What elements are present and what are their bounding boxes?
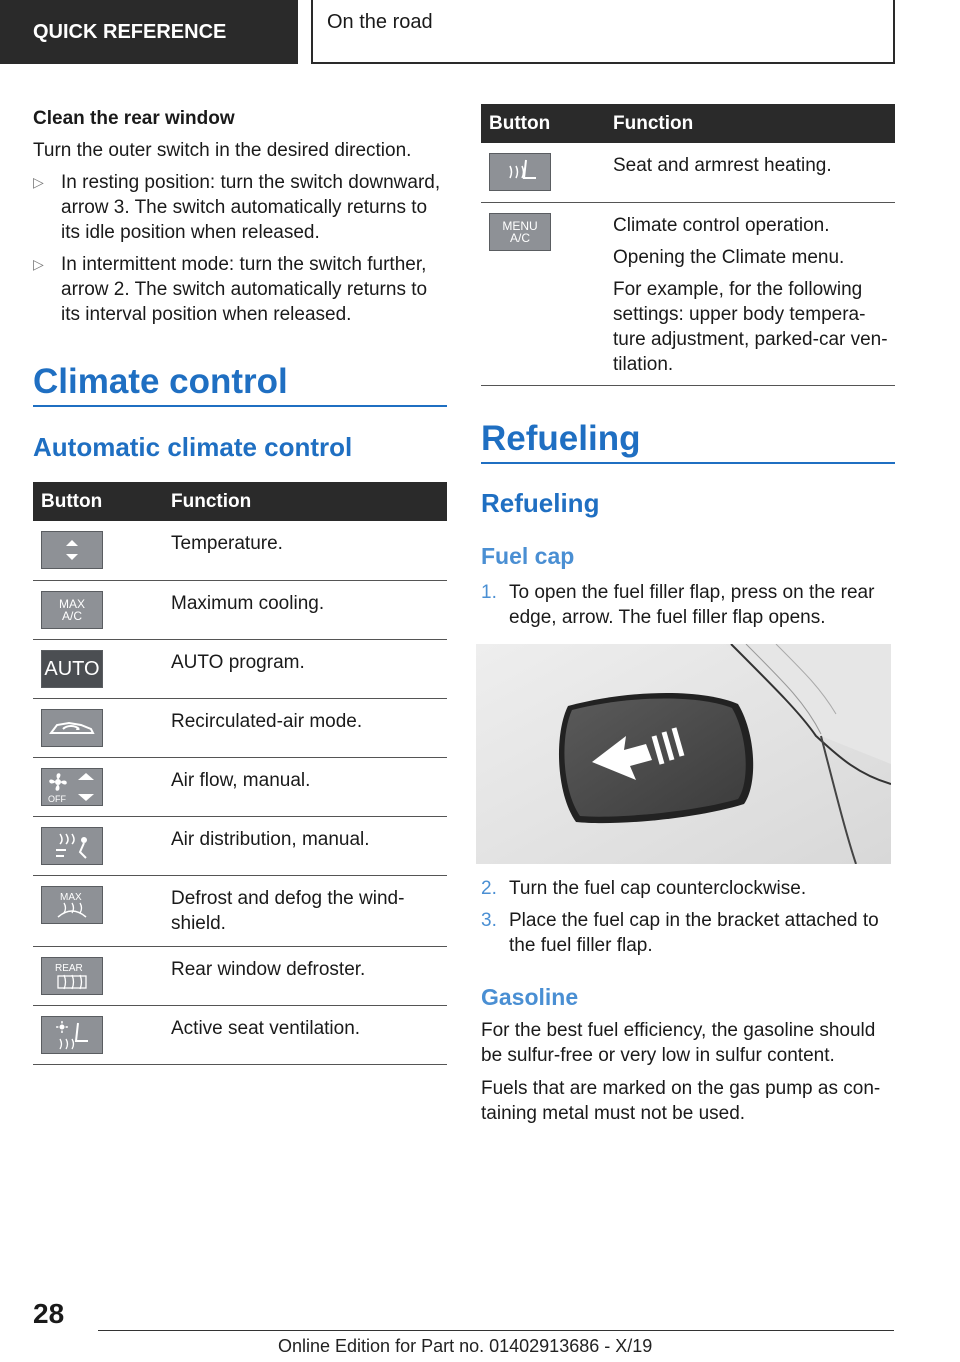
fuel-step: [481, 876, 895, 901]
footer-divider: [98, 1330, 894, 1331]
bullet-line: arrow 2. The switch automatically returns to: [61, 279, 428, 300]
climate-title-rule: [33, 405, 447, 407]
climate-title: Climate control: [33, 362, 288, 401]
section-tab: [0, 0, 298, 64]
function-text: Temperature.: [163, 521, 447, 580]
menu-ac-key-icon: MENU A/C: [489, 213, 551, 251]
col-header-function: Function: [163, 482, 447, 521]
function-text: [163, 875, 447, 946]
svg-text:OFF: OFF: [48, 793, 66, 804]
temperature-arrows-icon: [41, 531, 103, 569]
rear-defrost-icon: [41, 957, 103, 995]
seat-heating-icon: [489, 153, 551, 191]
rear-window-heading: Clean the rear window: [33, 108, 235, 129]
page-number: 28: [33, 1298, 65, 1329]
function-text: Air distribution, manual.: [163, 816, 447, 875]
function-line: Defrost and defog the wind-: [171, 887, 405, 909]
col-header-button: Button: [481, 104, 605, 143]
bullet-line: In intermittent mode: turn the switch further,: [61, 254, 427, 275]
rear-window-intro: Turn the outer switch in the desired direction.: [33, 140, 412, 161]
paragraph-line: For the best fuel efficiency, the gasoline should: [481, 1020, 876, 1041]
fuel-cap-heading: Fuel cap: [481, 543, 575, 569]
col-header-function: Function: [605, 104, 895, 143]
climate-table: [33, 482, 447, 1065]
auto-key-icon: AUTO: [41, 650, 103, 688]
table-row: [33, 816, 447, 875]
svg-text:MAX: MAX: [60, 891, 82, 903]
step-number: 3.: [481, 910, 497, 931]
bullet-triangle-icon: ▷: [33, 174, 44, 190]
max-defrost-icon: [41, 886, 103, 924]
bullet-line: its idle position when released.: [61, 222, 320, 243]
gasoline-paragraph: [481, 1018, 875, 1068]
function-line: shield.: [171, 912, 226, 934]
function-text: Recirculated-air mode.: [163, 698, 447, 757]
function-line: Opening the Climate menu.: [613, 246, 845, 268]
fuel-step: [481, 580, 895, 630]
svg-text:REAR: REAR: [55, 962, 83, 974]
rear-window-bullet: [33, 252, 453, 327]
step-line: To open the fuel filler flap, press on the rear: [509, 582, 875, 603]
table-row: [33, 521, 447, 580]
fuel-step: [481, 908, 895, 958]
step-line: the fuel filler flap.: [509, 935, 653, 956]
function-line: For example, for the following settings: upper body tempera-ture adjustment, parked-car ven-tilation.: [613, 278, 888, 375]
rear-window-bullet: [33, 170, 453, 245]
paragraph-line: Fuels that are marked on the gas pump as con-: [481, 1078, 881, 1099]
table-row: [481, 202, 895, 385]
table-header-row: [33, 482, 447, 521]
refueling-title: Refueling: [481, 419, 641, 458]
fan-off-icon: [41, 768, 103, 806]
edition-note: Online Edition for Part no. 01402913686 - X/19: [278, 1336, 653, 1356]
bullet-line: In resting position: turn the switch downward,: [61, 172, 441, 193]
step-line: Place the fuel cap in the bracket attached to: [509, 910, 879, 931]
function-text: AUTO program.: [163, 639, 447, 698]
function-text: [605, 202, 895, 385]
bullet-line: arrow 3. The switch automatically returns to: [61, 197, 428, 218]
step-line: Turn the fuel cap counterclockwise.: [509, 878, 807, 899]
bullet-triangle-icon: ▷: [33, 256, 44, 272]
function-text: Active seat ventilation.: [163, 1005, 447, 1064]
paragraph-line: be sulfur-free or very low in sulfur content.: [481, 1045, 835, 1066]
function-text: Maximum cooling.: [163, 580, 447, 639]
section-title: QUICK REFERENCE: [33, 21, 227, 43]
gasoline-heading: Gasoline: [481, 984, 579, 1010]
max-ac-key-icon: MAX A/C: [41, 591, 103, 629]
recirculation-icon: [41, 709, 103, 747]
table-row: [33, 875, 447, 946]
table-row: [33, 639, 447, 698]
table-row: [33, 946, 447, 1005]
seat-table: [481, 104, 895, 386]
step-number: 1.: [481, 582, 497, 603]
chapter-tab: [311, 0, 895, 64]
air-distribution-icon: [41, 827, 103, 865]
paragraph-line: taining metal must not be used.: [481, 1103, 746, 1124]
table-row: [33, 1005, 447, 1064]
table-row: [33, 580, 447, 639]
table-row: [481, 143, 895, 202]
bullet-line: its interval position when released.: [61, 304, 352, 325]
function-text: Air flow, manual.: [163, 757, 447, 816]
table-row: [33, 757, 447, 816]
function-text: Seat and armrest heating.: [605, 143, 895, 202]
step-number: 2.: [481, 878, 497, 899]
chapter-title: On the road: [327, 11, 433, 33]
refueling-subtitle: Refueling: [481, 488, 600, 518]
table-row: [33, 698, 447, 757]
table-header-row: [481, 104, 895, 143]
seat-ventilation-icon: [41, 1016, 103, 1054]
fuel-flap-photo: [476, 644, 891, 864]
climate-subtitle: Automatic climate control: [33, 432, 353, 462]
col-header-button: Button: [33, 482, 163, 521]
refueling-title-rule: [481, 462, 895, 464]
step-line: edge, arrow. The fuel filler flap opens.: [509, 607, 826, 628]
function-line: Climate control operation.: [613, 214, 830, 236]
function-text: Rear window defroster.: [163, 946, 447, 1005]
gasoline-paragraph: [481, 1076, 880, 1126]
